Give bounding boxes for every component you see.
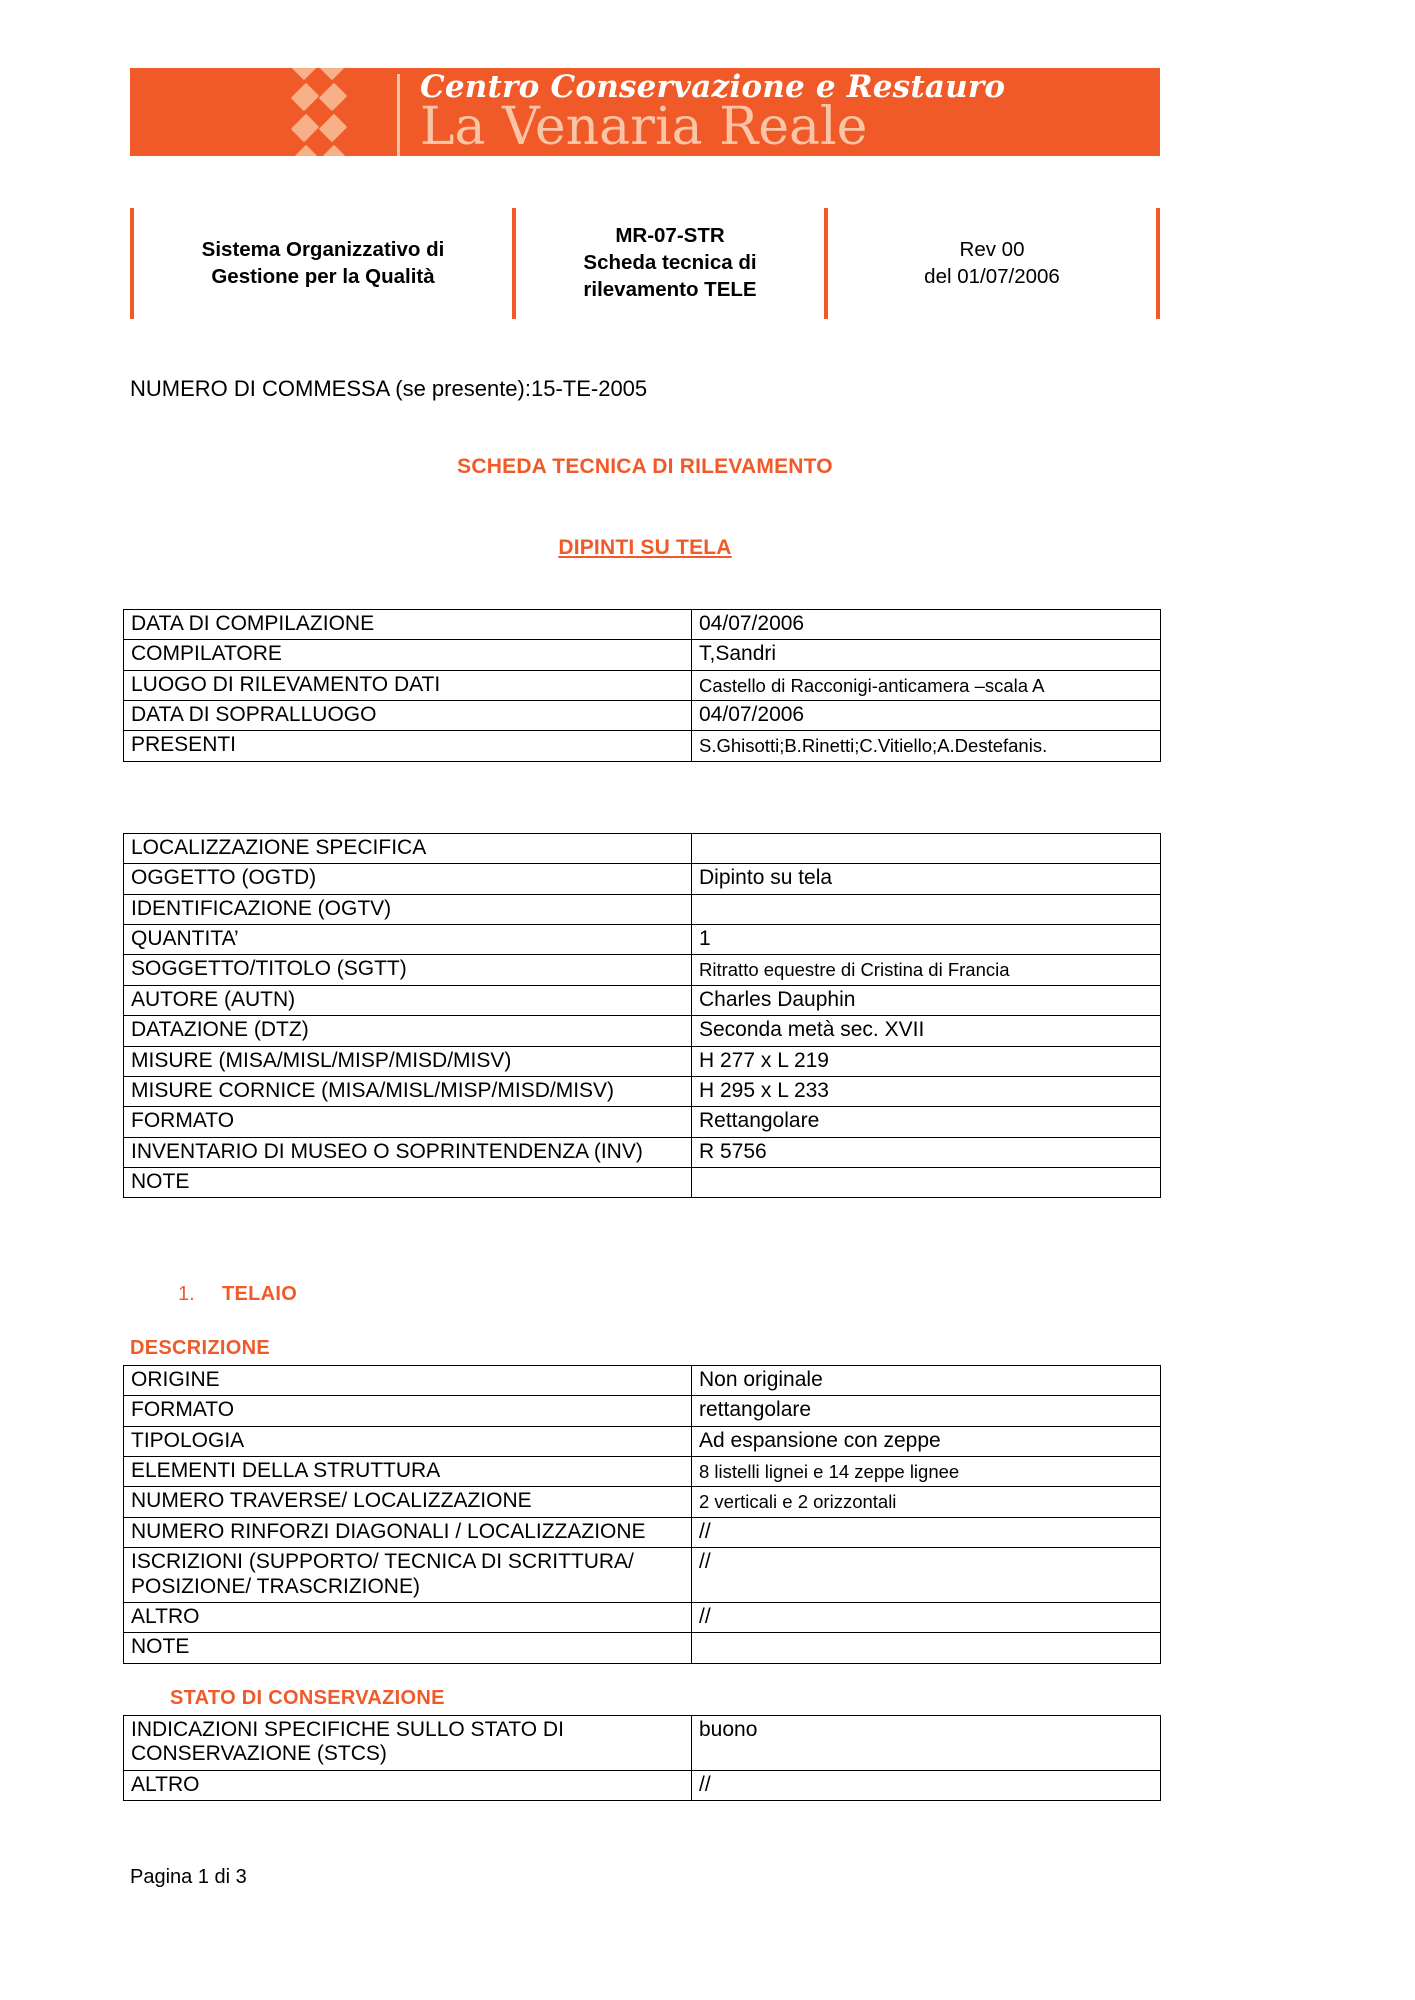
table-row [124, 670, 1161, 700]
table-anagrafica [123, 609, 1161, 762]
row-key: ISCRIZIONI (SUPPORTO/ TECNICA DI SCRITTURA/ POSIZIONE/ TRASCRIZIONE) [124, 1548, 692, 1603]
row-key: ALTRO [124, 1770, 692, 1800]
table-row [124, 640, 1161, 670]
table-row [124, 1633, 1161, 1663]
header-cell-system [130, 208, 512, 319]
row-value: Ritratto equestre di Cristina di Francia [692, 955, 1161, 985]
row-value: // [692, 1770, 1161, 1800]
row-key: DATA DI COMPILAZIONE [124, 610, 692, 640]
row-key: ALTRO [124, 1602, 692, 1632]
table-row [124, 955, 1161, 985]
table-row [124, 610, 1161, 640]
row-key: AUTORE (AUTN) [124, 985, 692, 1015]
row-key: INVENTARIO DI MUSEO O SOPRINTENDENZA (INV) [124, 1137, 692, 1167]
logo-line-1: Centro Conservazione e Restauro [420, 69, 1006, 105]
table-row [124, 1457, 1161, 1487]
commessa-number: NUMERO DI COMMESSA (se presente):15-TE-2005 [130, 376, 648, 401]
table-row [124, 1046, 1161, 1076]
table-row [124, 1487, 1161, 1517]
table-row [124, 985, 1161, 1015]
row-value: Seconda metà sec. XVII [692, 1016, 1161, 1046]
row-key: COMPILATORE [124, 640, 692, 670]
table-row [124, 701, 1161, 731]
table-row [124, 1602, 1161, 1632]
row-value [692, 834, 1161, 864]
header-revision: Rev 00 [959, 237, 1025, 261]
table-row [124, 731, 1161, 761]
table-row [124, 1366, 1161, 1396]
row-key: DATA DI SOPRALLUOGO [124, 701, 692, 731]
page-footer: Pagina 1 di 3 [130, 1866, 247, 1888]
row-value: Charles Dauphin [692, 985, 1161, 1015]
table-oggetto-body [124, 834, 1161, 1198]
row-key: PRESENTI [124, 731, 692, 761]
header-system-line2: Gestione per la Qualità [211, 264, 435, 288]
header-doc-title-line1: Scheda tecnica di [583, 251, 757, 275]
subheading-descrizione: DESCRIZIONE [130, 1337, 270, 1359]
table-row [124, 1770, 1161, 1800]
row-key: FORMATO [124, 1107, 692, 1137]
table-row [124, 1548, 1161, 1603]
table-row [124, 1716, 1161, 1771]
table-row [124, 1517, 1161, 1547]
row-key: ELEMENTI DELLA STRUTTURA [124, 1457, 692, 1487]
row-value [692, 894, 1161, 924]
diamond-pattern-icon [255, 68, 383, 156]
logo-line-2: La Venaria Reale [420, 97, 868, 156]
row-value: 1 [692, 925, 1161, 955]
row-key: OGGETTO (OGTD) [124, 864, 692, 894]
row-key: MISURE (MISA/MISL/MISP/MISD/MISV) [124, 1046, 692, 1076]
row-value: S.Ghisotti;B.Rinetti;C.Vitiello;A.Destefanis. [692, 731, 1161, 761]
row-value: 8 listelli lignei e 14 zeppe lignee [692, 1457, 1161, 1487]
row-value: Rettangolare [692, 1107, 1161, 1137]
row-value: Castello di Racconigi-anticamera –scala A [692, 670, 1161, 700]
table-row [124, 1137, 1161, 1167]
table-row [124, 1426, 1161, 1456]
page-title: SCHEDA TECNICA DI RILEVAMENTO [457, 455, 833, 478]
row-key: DATAZIONE (DTZ) [124, 1016, 692, 1046]
row-value: Dipinto su tela [692, 864, 1161, 894]
table-row [124, 864, 1161, 894]
row-value: // [692, 1602, 1161, 1632]
row-value: // [692, 1517, 1161, 1547]
row-value: rettangolare [692, 1396, 1161, 1426]
row-value: // [692, 1548, 1161, 1603]
row-value: R 5756 [692, 1137, 1161, 1167]
table-row [124, 1107, 1161, 1137]
row-key: MISURE CORNICE (MISA/MISL/MISP/MISD/MISV) [124, 1076, 692, 1106]
logo-banner [130, 68, 1160, 156]
table-descrizione [123, 1365, 1161, 1664]
row-key: NOTE [124, 1633, 692, 1663]
row-value: Ad espansione con zeppe [692, 1426, 1161, 1456]
row-key: FORMATO [124, 1396, 692, 1426]
row-key: IDENTIFICAZIONE (OGTV) [124, 894, 692, 924]
table-stato-body [124, 1716, 1161, 1801]
row-value: T,Sandri [692, 640, 1161, 670]
table-row [124, 1396, 1161, 1426]
table-row [124, 1016, 1161, 1046]
page-subtitle-text: DIPINTI SU TELA [558, 536, 732, 559]
table-oggetto [123, 833, 1161, 1198]
header-doc-title-line2: rilevamento TELE [583, 278, 757, 302]
table-row [124, 1076, 1161, 1106]
table-stato-conservazione [123, 1715, 1161, 1801]
row-key: LOCALIZZAZIONE SPECIFICA [124, 834, 692, 864]
row-value: 04/07/2006 [692, 610, 1161, 640]
row-value: H 295 x L 233 [692, 1076, 1161, 1106]
section-number: 1. [178, 1283, 195, 1305]
header-system-line1: Sistema Organizzativo di [201, 237, 445, 261]
section-title-telaio: TELAIO [222, 1283, 298, 1305]
page-subtitle [130, 536, 1160, 560]
table-row [124, 834, 1161, 864]
header-revision-date: del 01/07/2006 [924, 264, 1060, 288]
logo-text [400, 68, 1160, 156]
row-key: TIPOLOGIA [124, 1426, 692, 1456]
table-row [124, 1167, 1161, 1197]
row-key: LUOGO DI RILEVAMENTO DATI [124, 670, 692, 700]
table-anagrafica-body [124, 610, 1161, 762]
row-key: SOGGETTO/TITOLO (SGTT) [124, 955, 692, 985]
table-descrizione-body [124, 1366, 1161, 1664]
subheading-stato-conservazione: STATO DI CONSERVAZIONE [170, 1687, 445, 1709]
table-row [124, 894, 1161, 924]
row-key: QUANTITA’ [124, 925, 692, 955]
row-value: 2 verticali e 2 orizzontali [692, 1487, 1161, 1517]
row-value: H 277 x L 219 [692, 1046, 1161, 1076]
row-value [692, 1633, 1161, 1663]
header-doc-code: MR-07-STR [615, 224, 725, 247]
document-header-table [130, 208, 1160, 319]
header-cell-doccode [512, 208, 824, 319]
row-key: NUMERO TRAVERSE/ LOCALIZZAZIONE [124, 1487, 692, 1517]
row-key: NOTE [124, 1167, 692, 1197]
row-key: INDICAZIONI SPECIFICHE SULLO STATO DI CONSERVAZIONE (STCS) [124, 1716, 692, 1771]
row-value: 04/07/2006 [692, 701, 1161, 731]
row-value [692, 1167, 1161, 1197]
row-value: buono [692, 1716, 1161, 1771]
table-row [124, 925, 1161, 955]
row-value: Non originale [692, 1366, 1161, 1396]
row-key: ORIGINE [124, 1366, 692, 1396]
header-cell-revision [824, 208, 1160, 319]
row-key: NUMERO RINFORZI DIAGONALI / LOCALIZZAZIONE [124, 1517, 692, 1547]
